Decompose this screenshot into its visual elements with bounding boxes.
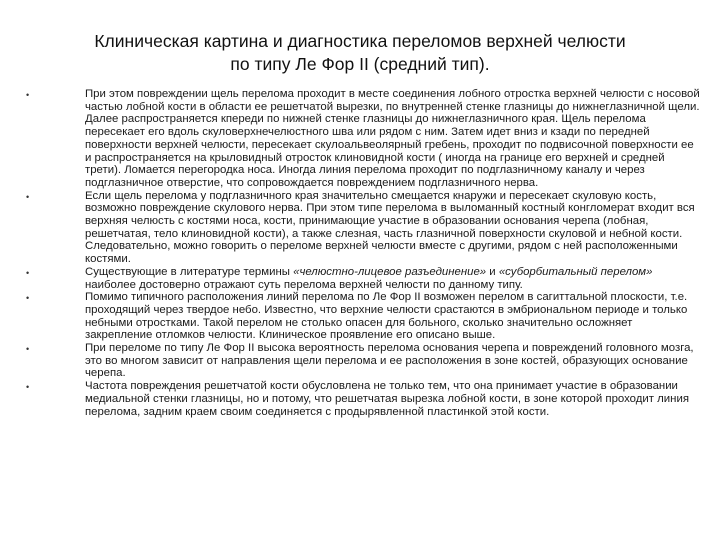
bullet-marker: • [26, 293, 30, 304]
paragraph-text: Помимо типичного расположения линий перелома по Ле Фор II возможен перелом в сагиттальной плоскости, т.е. проходящий через твердое небо. Известно, что верхние челюсти срастаются в эмбриональном периоде и только небными отростками. Такой перелом не столько опасен для больного, сколько значительно осложняет закрепление отломков челюсти. Клиническое проявление его описано выше. [85, 291, 688, 342]
bullet-marker: • [26, 382, 30, 393]
bullet-list [26, 88, 700, 418]
title-line-1: Клиническая картина и диагностика переломов верхней челюсти [94, 31, 626, 51]
paragraph-text-start: Существующие в литературе термины [85, 265, 294, 278]
paragraph-text: При этом повреждении щель перелома проходит в месте соединения лобного отростка верхней челюсти с носовой частью лобной кости в области ее решетчатой вырезки, по внутренней стенке глазницы до нижнеглазничной щели. Далее распространяется кпереди по нижней стенке глазницы до нижнеглазничного края. Щель перелома пересекает его вдоль скуловерхнечелюстного шва или рядом с ним. Затем идет вниз и кзади по передней поверхности верхней челюсти, пересекает скулоальвеолярный гребень, проходит по подвисочной поверхности ее и распространяется на крыловидный отросток клиновидной кости ( иногда на границе его верхней и средней трети). Ломается перегородка носа. Иногда линия перелома проходит по подглазничному каналу и через подглазничное отверстие, что сопровождается повреждением подглазничного нерва. [85, 88, 700, 189]
paragraph-text: Если щель перелома у подглазничного края значительно смещается кнаружи и пересекает скуловую кость, возможно повреждение скулового нерва. При этом типе перелома в выломанный костный конгломерат входит вся верхняя челюсть с костями носа, кости, принимающие участие в образовании основания черепа (лобная, решетчатая, тело клиновидной кости), а также слезная, часть глазничной поверхности скуловой и небной кости. Следовательно, можно говорить о переломе верхней челюсти вместе с другими, рядом с ней расположенными костями. [85, 189, 695, 266]
paragraph-text: Частота повреждения решетчатой кости обусловлена не только тем, что она принимает участие в образовании медиальной стенки глазницы, но и потому, что решетчатая вырезка лобной кости, в зоне которой проходит линия перелома, задним краем своим соединяется с продырявленной пластинкой этой кости. [85, 380, 689, 418]
bullet-marker: • [26, 191, 30, 202]
slide-title [30, 30, 690, 76]
bullet-item [26, 266, 700, 291]
bullet-item [26, 190, 700, 266]
bullet-marker: • [26, 90, 30, 100]
paragraph-text: При переломе по типу Ле Фор II высока вероятность перелома основания черепа и повреждений головного мозга, это во многом зависит от направления щели перелома и ее расположения в зоне костей, образующих основание черепа. [85, 342, 694, 380]
bullet-marker: • [26, 267, 30, 278]
bullet-item [26, 291, 700, 342]
term-italic: «челюстно-лицевое разъединение» [293, 265, 487, 278]
paragraph-text [85, 266, 652, 291]
bullet-marker: • [26, 344, 30, 355]
bullet-item [26, 342, 700, 380]
title-line-2: по типу Ле Фор II (средний тип). [230, 54, 490, 74]
paragraph-text-conjunction: и [486, 265, 499, 278]
paragraph-text-end: наиболее достоверно отражают суть перелома верхней челюсти по данному типу. [85, 278, 523, 291]
bullet-item [26, 380, 700, 418]
term-italic: «суборбитальный перелом» [498, 265, 653, 278]
bullet-item [26, 88, 700, 190]
